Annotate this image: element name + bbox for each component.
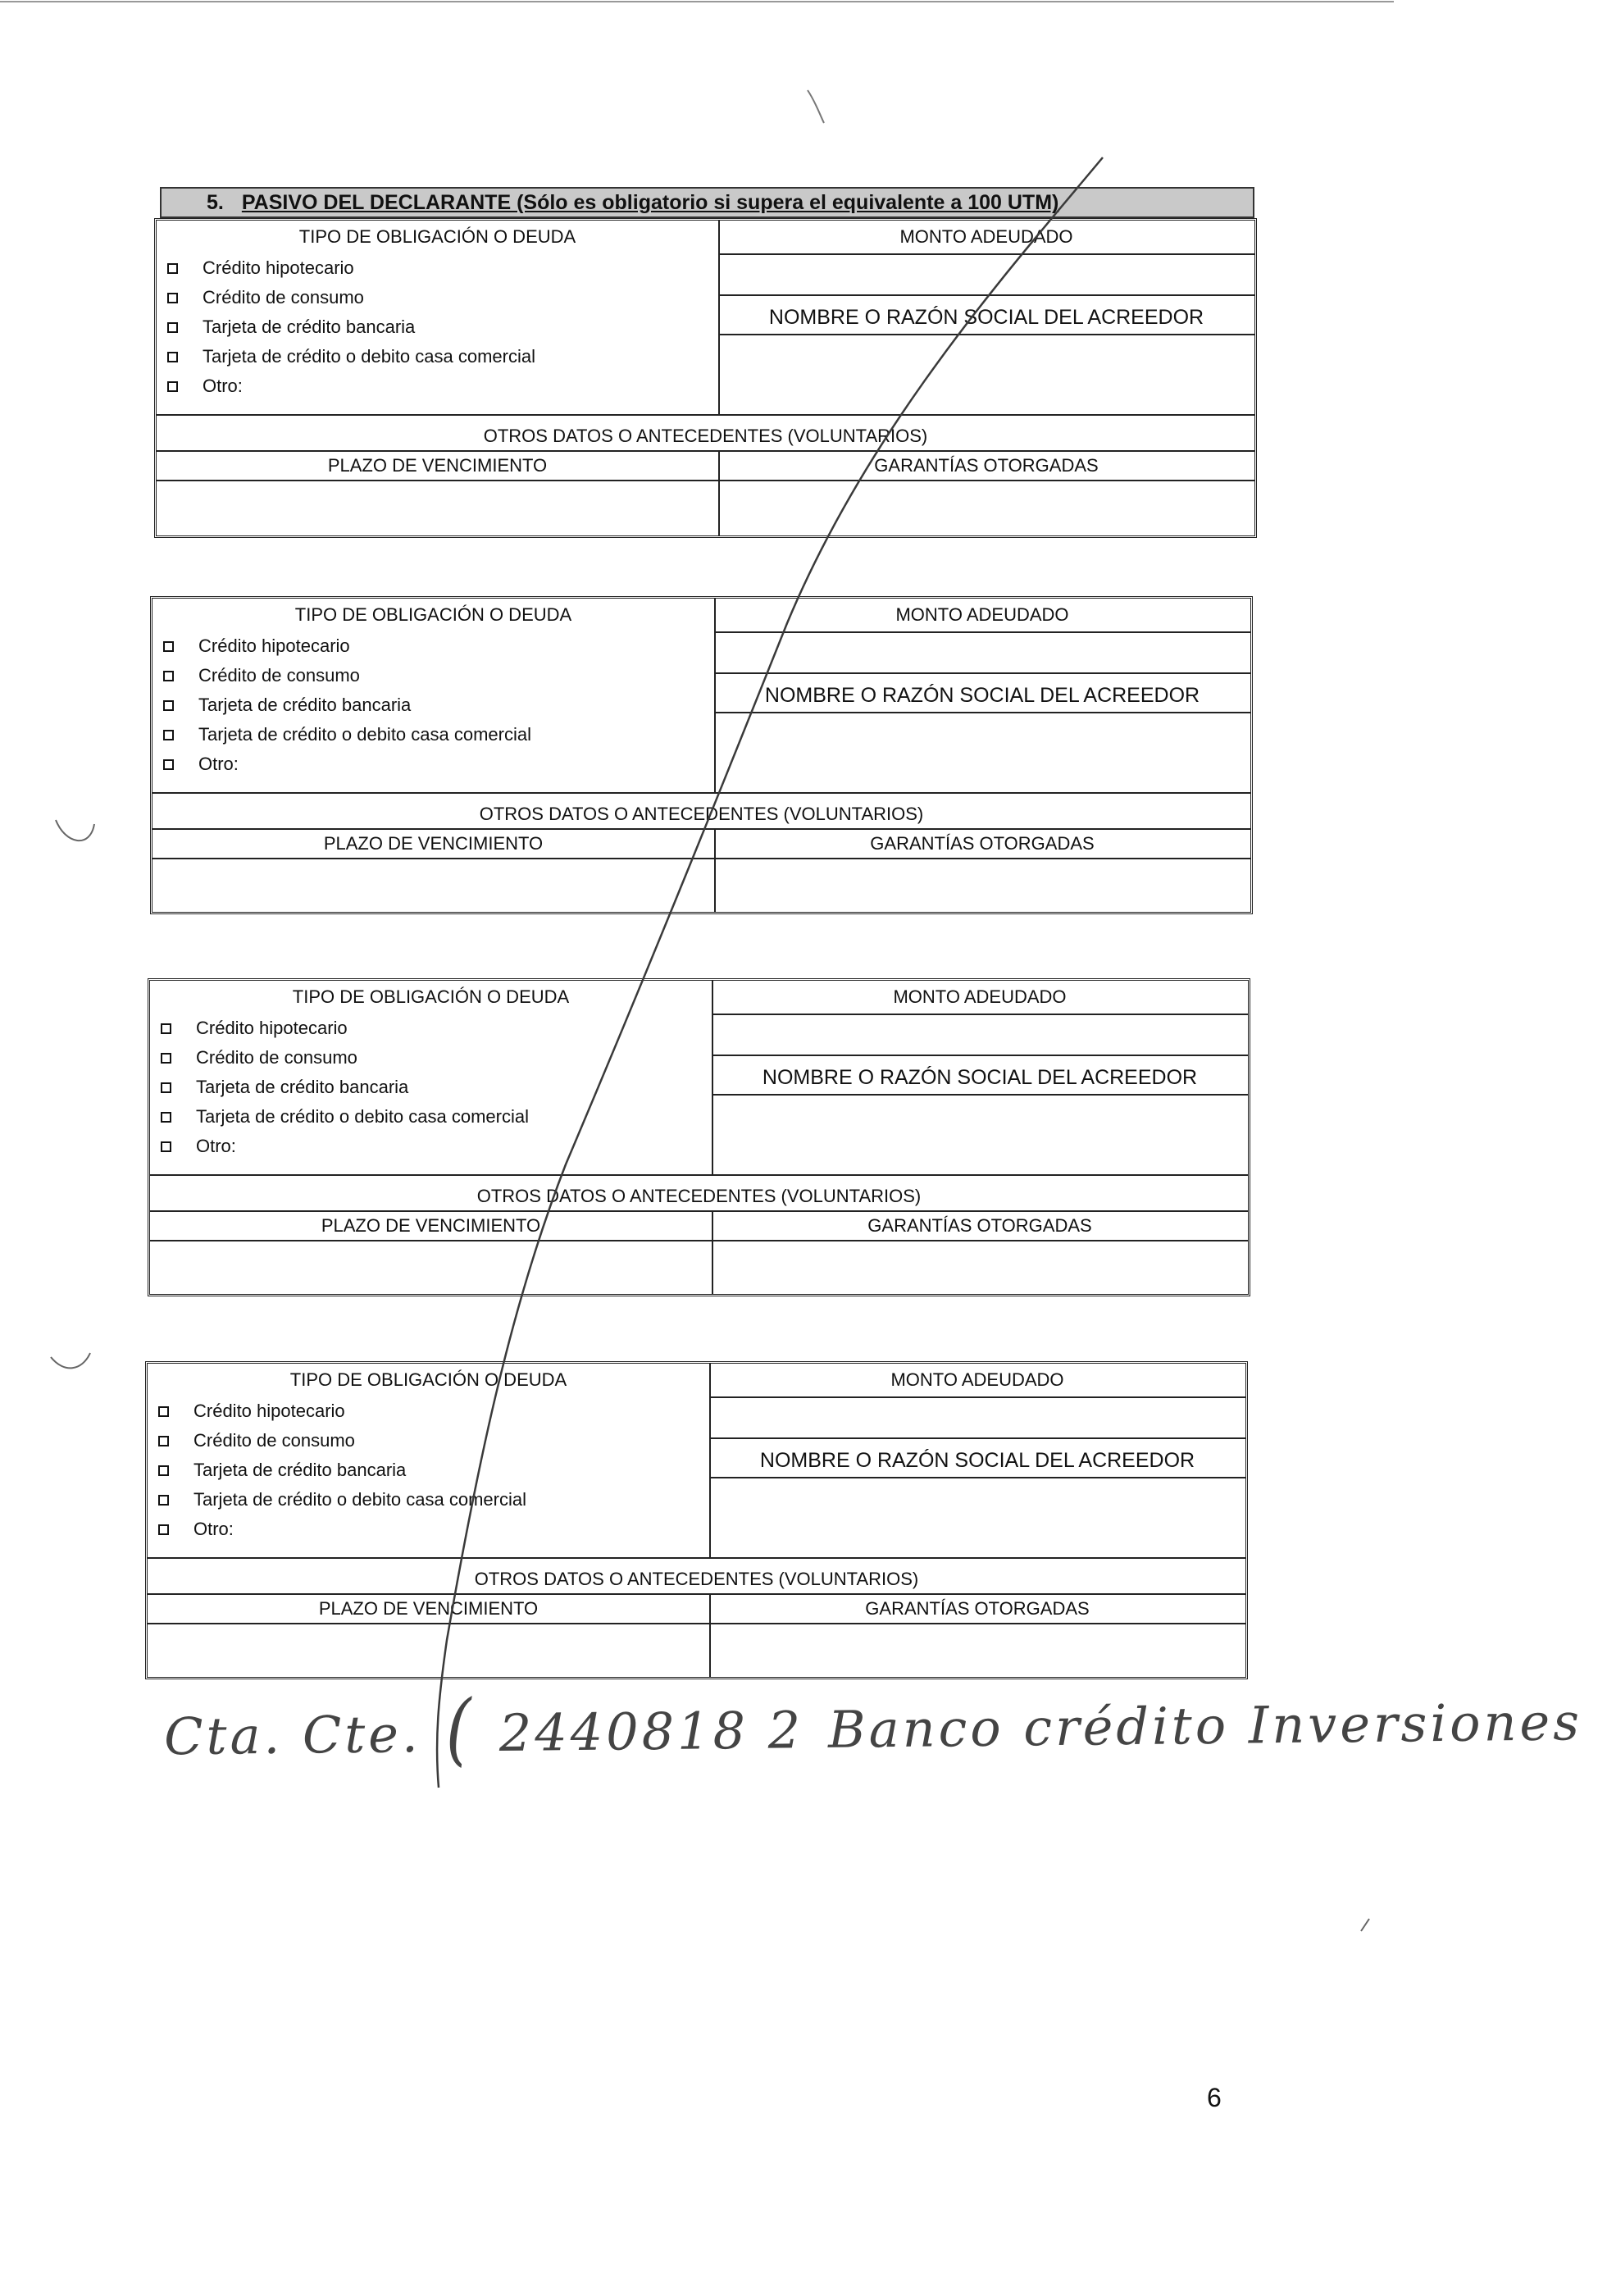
debt-type-cell xyxy=(150,981,713,1174)
handwritten-bracket: ( xyxy=(444,1683,476,1775)
debt-type-row xyxy=(150,981,1248,1176)
plazo-field[interactable] xyxy=(157,480,718,535)
handwritten-bank-name: Banco crédito Inversiones xyxy=(827,1692,1583,1760)
garantias-field[interactable] xyxy=(709,1623,1245,1677)
monto-header: MONTO ADEUDADO xyxy=(714,599,1250,633)
otros-header: OTROS DATOS O ANTECEDENTES (VOLUNTARIOS) xyxy=(148,1557,1245,1595)
debt-type-row xyxy=(157,221,1254,416)
acreedor-header: NOMBRE O RAZÓN SOCIAL DEL ACREEDOR xyxy=(718,294,1254,335)
debt-type-row xyxy=(153,599,1250,794)
garantias-field[interactable] xyxy=(714,858,1250,912)
debt-type-options xyxy=(150,1014,712,1161)
handwritten-account-number: 2440818 2 xyxy=(498,1700,804,1764)
garantias-header: GARANTÍAS OTORGADAS xyxy=(712,1210,1248,1241)
option-otro[interactable] xyxy=(150,1132,712,1161)
checkbox[interactable] xyxy=(161,1053,171,1064)
monto-header: MONTO ADEUDADO xyxy=(712,981,1248,1015)
monto-field[interactable] xyxy=(709,1396,1245,1439)
otros-header: OTROS DATOS O ANTECEDENTES (VOLUNTARIOS) xyxy=(150,1174,1248,1212)
debt-type-header: TIPO DE OBLIGACIÓN O DEUDA xyxy=(292,986,570,1007)
checkbox[interactable] xyxy=(163,671,174,681)
option-label: Otro: xyxy=(196,1136,236,1156)
garantias-header: GARANTÍAS OTORGADAS xyxy=(714,828,1250,859)
garantias-header: GARANTÍAS OTORGADAS xyxy=(718,450,1254,481)
plazo-header: PLAZO DE VENCIMIENTO xyxy=(157,450,718,481)
debt-amount-cell xyxy=(714,599,1250,792)
checkbox[interactable] xyxy=(158,1495,169,1506)
checkbox[interactable] xyxy=(161,1112,171,1123)
option-label: Crédito de consumo xyxy=(198,665,360,686)
scan-mark-left-2 xyxy=(51,1353,90,1368)
option-label: Tarjeta de crédito bancaria xyxy=(196,1077,409,1097)
debt-type-header: TIPO DE OBLIGACIÓN O DEUDA xyxy=(294,604,572,625)
checkbox[interactable] xyxy=(167,293,178,303)
option-tarjeta-casa-comercial[interactable] xyxy=(150,1102,712,1132)
debt-type-header: TIPO DE OBLIGACIÓN O DEUDA xyxy=(289,1369,567,1390)
option-credito-consumo[interactable] xyxy=(157,283,718,312)
plazo-cell xyxy=(157,450,720,535)
checkbox[interactable] xyxy=(167,322,178,333)
checkbox[interactable] xyxy=(163,700,174,711)
handwritten-note xyxy=(163,1682,1583,1775)
monto-field[interactable] xyxy=(718,253,1254,296)
acreedor-field[interactable] xyxy=(718,334,1254,414)
debt-type-cell xyxy=(157,221,720,414)
option-tarjeta-bancaria[interactable] xyxy=(148,1456,709,1485)
page-number: 6 xyxy=(1207,2083,1222,2112)
garantias-cell xyxy=(709,1593,1245,1677)
debt-amount-cell xyxy=(712,981,1248,1174)
checkbox[interactable] xyxy=(163,759,174,770)
option-credito-hipotecario[interactable] xyxy=(148,1396,709,1426)
checkbox[interactable] xyxy=(167,381,178,392)
monto-field[interactable] xyxy=(712,1014,1248,1056)
plazo-header: PLAZO DE VENCIMIENTO xyxy=(153,828,714,859)
option-label: Crédito de consumo xyxy=(193,1430,355,1451)
option-credito-hipotecario[interactable] xyxy=(153,631,714,661)
checkbox[interactable] xyxy=(158,1436,169,1446)
plazo-header: PLAZO DE VENCIMIENTO xyxy=(150,1210,712,1241)
plazo-field[interactable] xyxy=(153,858,714,912)
otros-header: OTROS DATOS O ANTECEDENTES (VOLUNTARIOS) xyxy=(153,792,1250,830)
plazo-cell xyxy=(153,828,716,912)
option-tarjeta-bancaria[interactable] xyxy=(150,1073,712,1102)
checkbox[interactable] xyxy=(163,641,174,652)
option-tarjeta-casa-comercial[interactable] xyxy=(153,720,714,749)
plazo-field[interactable] xyxy=(150,1240,712,1294)
option-credito-hipotecario[interactable] xyxy=(157,253,718,283)
option-tarjeta-bancaria[interactable] xyxy=(157,312,718,342)
debt-amount-cell xyxy=(709,1364,1245,1557)
garantias-cell xyxy=(718,450,1254,535)
option-label: Crédito de consumo xyxy=(196,1047,357,1068)
acreedor-field[interactable] xyxy=(712,1094,1248,1174)
option-label: Crédito hipotecario xyxy=(193,1401,345,1421)
option-label: Otro: xyxy=(193,1519,234,1539)
option-credito-consumo[interactable] xyxy=(150,1043,712,1073)
plazo-field[interactable] xyxy=(148,1623,709,1677)
option-label: Tarjeta de crédito o debito casa comercial xyxy=(198,724,531,745)
plazo-cell xyxy=(150,1210,713,1294)
garantias-cell xyxy=(714,828,1250,912)
scan-mark-left-1 xyxy=(56,820,94,840)
garantias-cell xyxy=(712,1210,1248,1294)
option-label: Crédito hipotecario xyxy=(198,636,350,656)
option-otro[interactable] xyxy=(153,749,714,779)
option-label: Tarjeta de crédito bancaria xyxy=(203,317,416,337)
checkbox[interactable] xyxy=(167,263,178,274)
debt-type-options xyxy=(157,253,718,401)
section-header xyxy=(160,187,1254,218)
checkbox[interactable] xyxy=(158,1465,169,1476)
option-tarjeta-casa-comercial[interactable] xyxy=(157,342,718,371)
garantias-header: GARANTÍAS OTORGADAS xyxy=(709,1593,1245,1624)
option-label: Tarjeta de crédito bancaria xyxy=(193,1460,407,1480)
option-label: Crédito de consumo xyxy=(203,287,364,308)
option-label: Crédito hipotecario xyxy=(196,1018,348,1038)
checkbox[interactable] xyxy=(158,1524,169,1535)
acreedor-header: NOMBRE O RAZÓN SOCIAL DEL ACREEDOR xyxy=(712,1055,1248,1096)
option-label: Tarjeta de crédito o debito casa comercial xyxy=(203,346,535,367)
debt-type-row xyxy=(148,1364,1245,1559)
debt-block-1 xyxy=(154,218,1257,538)
monto-header: MONTO ADEUDADO xyxy=(709,1364,1245,1398)
scan-mark-right xyxy=(1361,1919,1369,1931)
option-tarjeta-bancaria[interactable] xyxy=(153,690,714,720)
section-number: 5. xyxy=(207,191,224,214)
scan-mark-top xyxy=(808,90,824,123)
debt-type-header: TIPO DE OBLIGACIÓN O DEUDA xyxy=(298,226,576,247)
debt-type-cell xyxy=(148,1364,711,1557)
option-label: Otro: xyxy=(198,754,239,774)
checkbox[interactable] xyxy=(158,1406,169,1417)
checkbox[interactable] xyxy=(167,352,178,362)
plazo-cell xyxy=(148,1593,711,1677)
checkbox[interactable] xyxy=(161,1141,171,1152)
debt-block-4 xyxy=(145,1361,1248,1679)
monto-field[interactable] xyxy=(714,631,1250,674)
option-label: Tarjeta de crédito o debito casa comercial xyxy=(196,1106,529,1127)
plazo-header: PLAZO DE VENCIMIENTO xyxy=(148,1593,709,1624)
option-tarjeta-casa-comercial[interactable] xyxy=(148,1485,709,1515)
garantias-field[interactable] xyxy=(718,480,1254,535)
acreedor-field[interactable] xyxy=(709,1477,1245,1557)
garantias-field[interactable] xyxy=(712,1240,1248,1294)
checkbox[interactable] xyxy=(163,730,174,740)
acreedor-header: NOMBRE O RAZÓN SOCIAL DEL ACREEDOR xyxy=(709,1437,1245,1478)
checkbox[interactable] xyxy=(161,1023,171,1034)
debt-block-2 xyxy=(150,596,1253,914)
acreedor-field[interactable] xyxy=(714,712,1250,792)
option-label: Otro: xyxy=(203,376,243,396)
acreedor-header: NOMBRE O RAZÓN SOCIAL DEL ACREEDOR xyxy=(714,672,1250,713)
checkbox[interactable] xyxy=(161,1082,171,1093)
option-credito-consumo[interactable] xyxy=(153,661,714,690)
debt-type-options xyxy=(148,1396,709,1544)
debt-type-cell xyxy=(153,599,716,792)
otros-header: OTROS DATOS O ANTECEDENTES (VOLUNTARIOS) xyxy=(157,414,1254,452)
handwritten-account-type: Cta. Cte. xyxy=(163,1704,421,1767)
option-otro[interactable] xyxy=(148,1515,709,1544)
monto-header: MONTO ADEUDADO xyxy=(718,221,1254,255)
section-title: PASIVO DEL DECLARANTE (Sólo es obligatorio si supera el equivalente a 100 UTM) xyxy=(241,191,1059,214)
option-label: Tarjeta de crédito bancaria xyxy=(198,695,412,715)
option-credito-hipotecario[interactable] xyxy=(150,1014,712,1043)
option-label: Crédito hipotecario xyxy=(203,257,354,278)
option-otro[interactable] xyxy=(157,371,718,401)
option-credito-consumo[interactable] xyxy=(148,1426,709,1456)
option-label: Tarjeta de crédito o debito casa comercial xyxy=(193,1489,526,1510)
debt-amount-cell xyxy=(718,221,1254,414)
debt-type-options xyxy=(153,631,714,779)
debt-block-3 xyxy=(148,978,1250,1296)
